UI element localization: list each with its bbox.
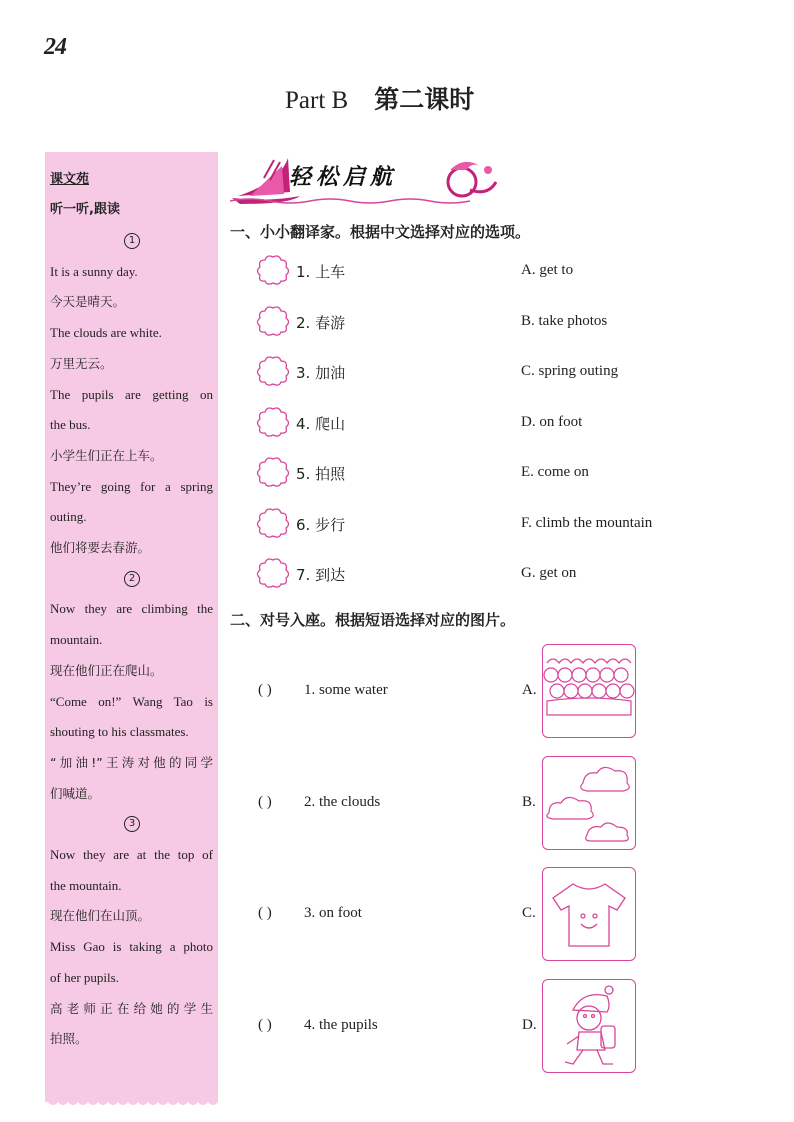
translation-item bbox=[255, 456, 715, 490]
picture-letter: B. bbox=[522, 793, 536, 810]
picture-letter: A. bbox=[522, 682, 537, 698]
phrase: 3. on foot bbox=[304, 905, 362, 921]
page-title bbox=[285, 80, 474, 116]
english-option: E. come on bbox=[521, 464, 589, 480]
banner-title: 轻松启航 bbox=[289, 165, 398, 190]
sidebar-heading: 课文苑 bbox=[50, 172, 90, 187]
chinese-term: 2. 春游 bbox=[296, 313, 346, 332]
sidebar-english-line: Now they are at the top of bbox=[50, 847, 213, 862]
answer-flower-icon[interactable] bbox=[255, 507, 291, 544]
sidebar-chinese-line: 今天是晴天。 bbox=[50, 294, 126, 310]
sidebar-chinese-line: 现在他们在山顶。 bbox=[50, 908, 151, 924]
sidebar-english-line: They’re going for a spring bbox=[50, 478, 213, 494]
matching-item bbox=[258, 867, 658, 963]
sidebar-english-line: mountain. bbox=[50, 632, 103, 648]
translation-item bbox=[255, 254, 715, 288]
sidebar-english-line: the bus. bbox=[50, 417, 91, 433]
matching-item bbox=[258, 644, 658, 740]
clouds-picture bbox=[542, 756, 636, 850]
sidebar-chinese-line: 高老师正在给她的学生 bbox=[50, 1000, 213, 1016]
answer-flower-icon[interactable] bbox=[255, 355, 291, 392]
english-option: C. spring outing bbox=[521, 363, 619, 379]
answer-blank[interactable]: ( ) bbox=[258, 682, 272, 698]
answer-blank[interactable]: ( ) bbox=[258, 905, 272, 921]
chinese-term: 4. 爬山 bbox=[296, 414, 346, 433]
sidebar-english-line: It is a sunny day. bbox=[50, 263, 138, 279]
page-number: 24 bbox=[44, 34, 66, 60]
section-2-title: 二、对号入座。根据短语选择对应的图片。 bbox=[230, 611, 516, 629]
sidebar-chinese-line: “加油!”王涛对他的同学 bbox=[50, 754, 213, 770]
t-shirt-picture bbox=[542, 867, 636, 961]
matching-item bbox=[258, 756, 658, 852]
sidebar-chinese-line: 小学生们正在上车。 bbox=[50, 447, 163, 463]
phrase: 2. the clouds bbox=[304, 793, 381, 810]
sidebar-english-line: Miss Gao is taking a photo bbox=[50, 939, 213, 955]
phrase: 1. some water bbox=[304, 682, 388, 698]
sidebar-english-line: The pupils are getting on bbox=[50, 386, 213, 402]
translation-item bbox=[255, 355, 715, 389]
picture-letter: D. bbox=[522, 1016, 537, 1033]
answer-blank[interactable]: ( ) bbox=[258, 793, 272, 810]
english-option: A. get to bbox=[521, 262, 574, 278]
sidebar-chinese-line: 们喊道。 bbox=[50, 785, 101, 801]
english-option: F. climb the mountain bbox=[521, 514, 653, 531]
section-1-title: 一、小小翻译家。根据中文选择对应的选项。 bbox=[230, 223, 531, 241]
sidebar-subheading: 听一听,跟读 bbox=[50, 202, 120, 217]
translation-item bbox=[255, 406, 715, 440]
sidebar-english-line: the mountain. bbox=[50, 877, 122, 893]
paragraph-number: 1 bbox=[124, 233, 140, 249]
title-english: Part B bbox=[285, 87, 349, 114]
sidebar-chinese-line: 万里无云。 bbox=[50, 355, 113, 371]
sidebar-chinese-line: 拍照。 bbox=[50, 1031, 88, 1047]
title-chinese: 第二课时 bbox=[374, 85, 475, 114]
translation-item bbox=[255, 557, 715, 591]
english-option: D. on foot bbox=[521, 413, 583, 430]
chinese-term: 3. 加油 bbox=[296, 364, 346, 382]
picture-letter: C. bbox=[522, 905, 536, 921]
paragraph-number: 3 bbox=[124, 816, 140, 832]
chinese-term: 1. 上车 bbox=[296, 263, 346, 281]
sidebar-chinese-line: 他们将要去春游。 bbox=[50, 540, 151, 555]
answer-flower-icon[interactable] bbox=[255, 406, 291, 443]
chinese-term: 5. 拍照 bbox=[296, 465, 346, 483]
answer-flower-icon[interactable] bbox=[255, 557, 291, 594]
sidebar-english-line: “Come on!” Wang Tao is bbox=[50, 693, 213, 709]
group-of-children-picture bbox=[542, 644, 636, 738]
sidebar-wave-edge bbox=[45, 1096, 218, 1110]
paragraph-number: 2 bbox=[124, 571, 140, 587]
translation-item bbox=[255, 305, 715, 339]
english-option: G. get on bbox=[521, 565, 577, 581]
chinese-term: 6. 步行 bbox=[296, 515, 346, 534]
sidebar-chinese-line: 现在他们正在爬山。 bbox=[50, 662, 163, 678]
sidebar-english-line: The clouds are white. bbox=[50, 325, 162, 341]
translation-item bbox=[255, 507, 715, 541]
answer-flower-icon[interactable] bbox=[255, 456, 291, 493]
sidebar-english-line: outing. bbox=[50, 509, 87, 525]
sidebar-english-line: shouting to his classmates. bbox=[50, 724, 189, 740]
answer-flower-icon[interactable] bbox=[255, 254, 291, 291]
walking-child-picture bbox=[542, 979, 636, 1073]
chinese-term: 7. 到达 bbox=[296, 566, 346, 584]
english-option: B. take photos bbox=[521, 312, 608, 329]
answer-blank[interactable]: ( ) bbox=[258, 1016, 272, 1033]
sidebar-english-line: Now they are climbing the bbox=[50, 601, 213, 617]
sidebar-english-line: of her pupils. bbox=[50, 969, 119, 985]
phrase: 4. the pupils bbox=[304, 1016, 378, 1033]
matching-item bbox=[258, 979, 658, 1075]
answer-flower-icon[interactable] bbox=[255, 305, 291, 342]
